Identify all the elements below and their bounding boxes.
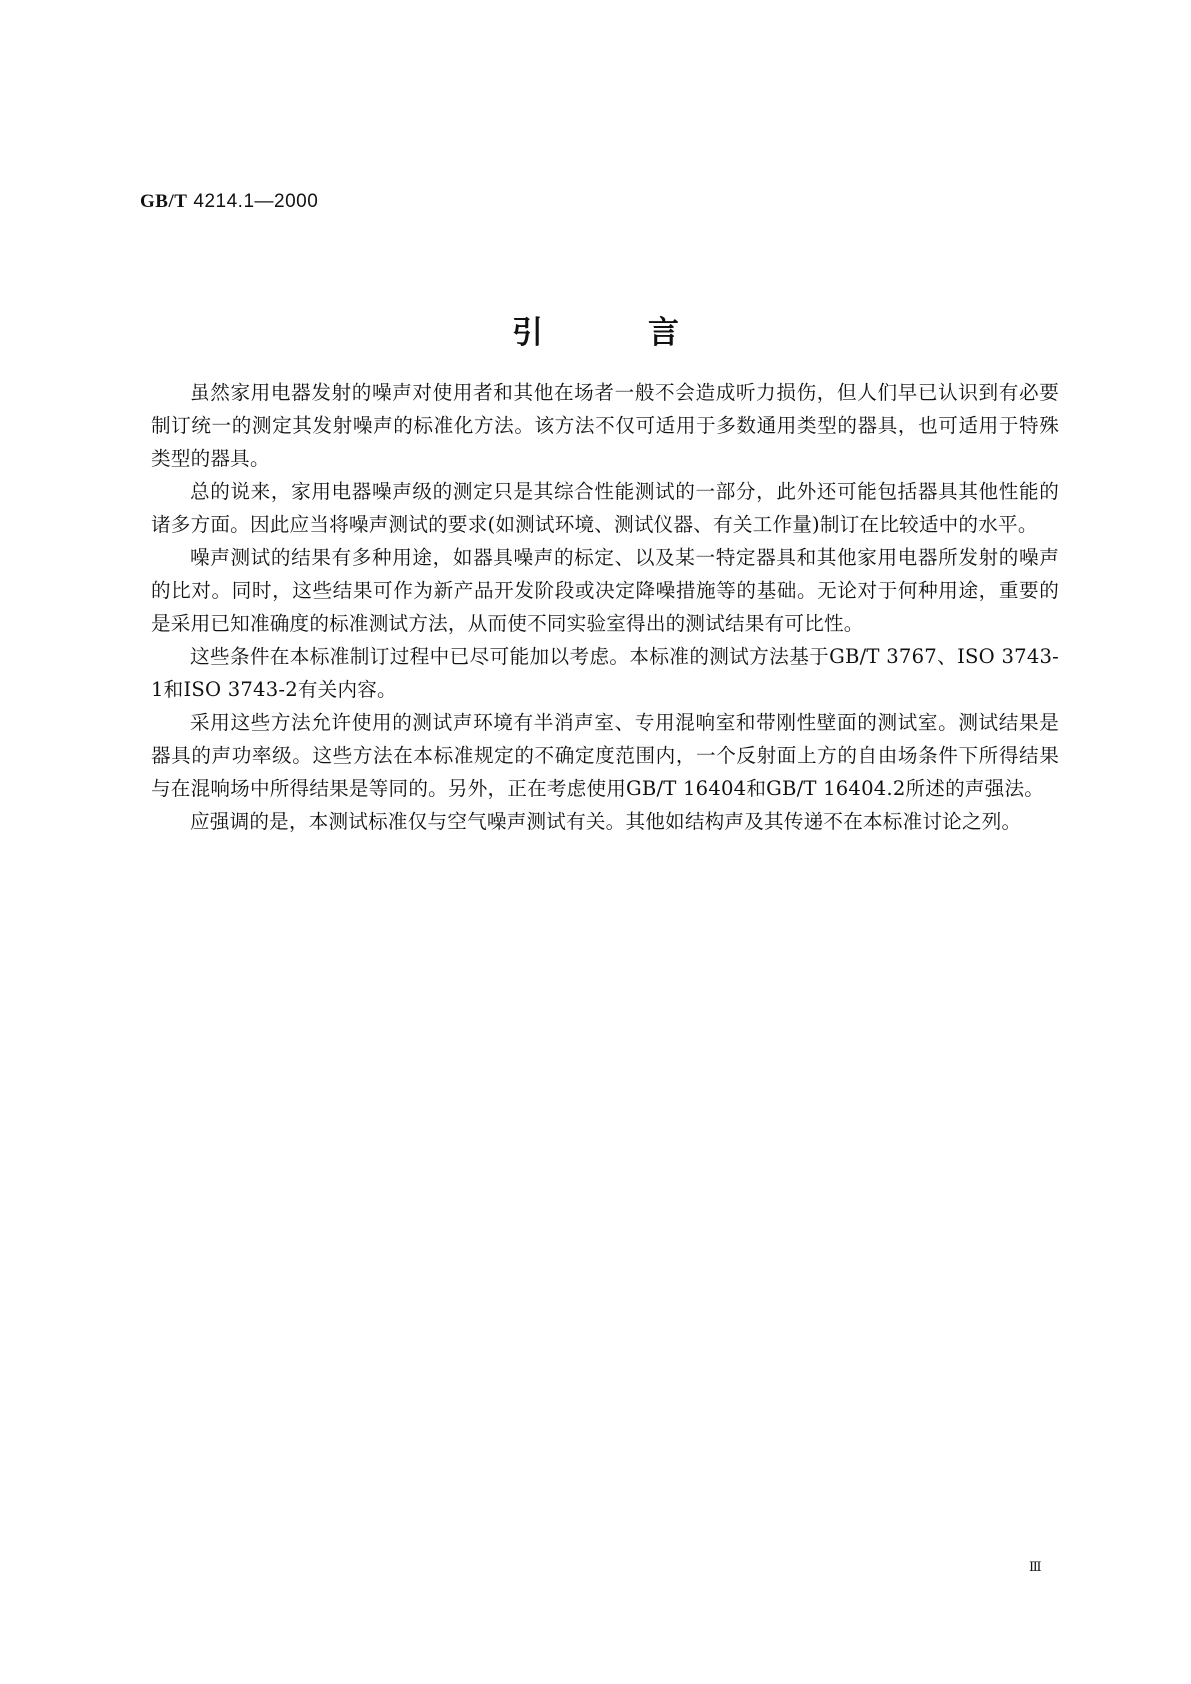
introduction-body — [151, 376, 1059, 838]
paragraph-3: 噪声测试的结果有多种用途，如器具噪声的标定、以及某一特定器具和其他家用电器所发射的噪声的比对。同时，这些结果可作为新产品开发阶段或决定降噪措施等的基础。无论对于何种用途，重要的是采用已知准确度的标准测试方法，从而使不同实验室得出的测试结果有可比性。 — [151, 546, 1059, 635]
standard-code-number: 4214.1—2000 — [193, 191, 319, 212]
paragraph-4: 这些条件在本标准制订过程中已尽可能加以考虑。本标准的测试方法基于GB/T 3767、ISO 3743-1和ISO 3743-2有关内容。 — [151, 645, 1059, 701]
standard-code — [140, 190, 318, 213]
page-title: 引言 — [512, 315, 784, 351]
paragraph-6: 应强调的是，本测试标准仅与空气噪声测试有关。其他如结构声及其传递不在本标准讨论之列。 — [190, 810, 1022, 833]
paragraph-5: 采用这些方法允许使用的测试声环境有半消声室、专用混响室和带刚性壁面的测试室。测试结果是器具的声功率级。这些方法在本标准规定的不确定度范围内，一个反射面上方的自由场条件下所得结果与在混响场中所得结果是等同的。另外，正在考虑使用GB/T 16404和GB/T 16404.2所述的声强法。 — [151, 711, 1059, 800]
page-number: Ⅲ — [1029, 1560, 1042, 1575]
paragraph-2: 总的说来，家用电器噪声级的测定只是其综合性能测试的一部分，此外还可能包括器具其他性能的诸多方面。因此应当将噪声测试的要求(如测试环境、测试仪器、有关工作量)制订在比较适中的水平。 — [151, 480, 1059, 536]
paragraph-1: 虽然家用电器发射的噪声对使用者和其他在场者一般不会造成听力损伤，但人们早已认识到有必要制订统一的测定其发射噪声的标准化方法。该方法不仅可适用于多数通用类型的器具，也可适用于特殊类型的器具。 — [151, 381, 1059, 470]
standard-code-prefix: GB/T — [140, 191, 188, 212]
